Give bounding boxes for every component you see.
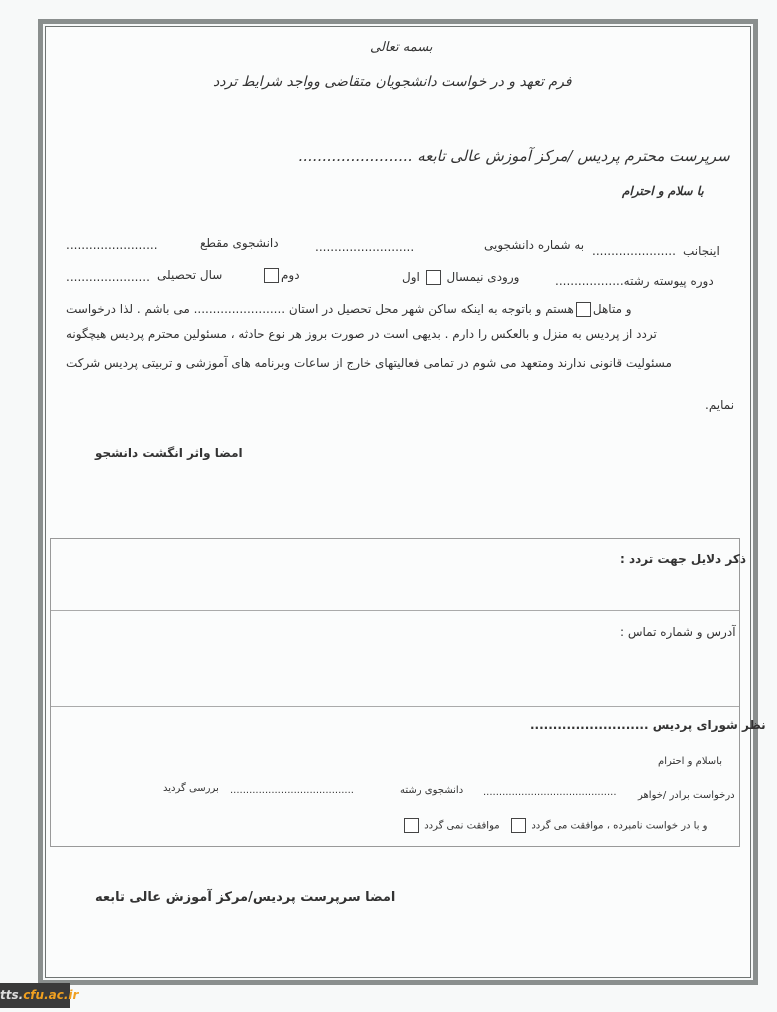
paragraph-line-3 [66, 302, 632, 317]
site-watermark-logo [0, 983, 79, 1008]
checkbox-rejected[interactable] [404, 818, 419, 833]
student-signature-label: امضا واثر انگشت دانشجو [95, 446, 243, 460]
paragraph-line-4: تردد از پردیس به منزل و بالعکس را دارم . بدیهی است در صورت بروز هر نوع حادثه ، مسئولین محترم پردیس هیچگونه [66, 327, 657, 341]
watermark-prefix: tts. [0, 988, 24, 1002]
label-semester: ورودی نیمسال [446, 270, 520, 284]
council-title: نظر شورای پردیس .......................... [530, 718, 766, 732]
degree-field[interactable]: ........................ [66, 238, 158, 252]
greeting: با سلام و احترام [622, 184, 704, 198]
label-married: و متاهل [592, 302, 632, 316]
request-name-field[interactable]: .......................................... [483, 787, 617, 798]
label-i: اینجانب [683, 244, 720, 258]
checkbox-first-semester[interactable] [426, 270, 441, 285]
major-field[interactable]: ....................................... [230, 785, 354, 796]
council-box [50, 538, 740, 847]
checkbox-second-semester[interactable] [264, 268, 279, 283]
paragraph-line-6: نمایم. [705, 398, 735, 412]
label-second: دوم [281, 268, 300, 282]
invocation: بسمه تعالی [370, 40, 433, 55]
director-signature-label: امضا سرپرست پردیس/مرکز آموزش عالی تابعه [95, 890, 396, 905]
watermark-domain: cfu.ac.ir [23, 988, 79, 1002]
label-reviewed: بررسی گردید [163, 783, 219, 794]
label-first: اول [402, 270, 420, 284]
label-major: دانشجوی رشته [400, 785, 464, 796]
addressee: سرپرست محترم پردیس /مرکز آموزش عالی تابعه ........................ [298, 147, 730, 165]
label-approved: و با در خواست نامبرده ، موافقت می گردد [531, 820, 708, 832]
semester-row [402, 270, 519, 285]
reasons-label: ذکر دلایل جهت تردد : [620, 552, 746, 566]
checkbox-approved[interactable] [511, 818, 526, 833]
label-request: درخواست برادر /خواهر [638, 790, 735, 801]
form-title: فرم تعهد و در خواست دانشجویان متقاضی وواجد شرایط تردد [213, 74, 572, 90]
council-greeting: باسلام و احترام [658, 756, 723, 767]
address-label: آدرس و شماره تماس : [620, 625, 736, 639]
student-no-field[interactable]: .......................... [315, 240, 415, 254]
divider [51, 706, 739, 707]
line-3-text: هستم و باتوجه به اینکه ساکن شهر محل تحصیل در استان ........................ می باشم . لذا درخواست [66, 302, 574, 316]
label-rejected: موافقت نمی گردد [424, 820, 500, 832]
decision-row [402, 818, 708, 833]
label-degree: دانشجوی مقطع [200, 236, 279, 250]
divider [51, 610, 739, 611]
name-field[interactable]: ...................... [592, 244, 676, 258]
label-field-of-study: دوره پیوسته رشته.................. [555, 274, 714, 288]
label-student-no: به شماره دانشجویی [484, 238, 585, 252]
checkbox-married[interactable] [576, 302, 591, 317]
academic-year-field[interactable]: ...................... [66, 270, 150, 284]
label-academic-year: سال تحصیلی [157, 268, 223, 282]
second-row [262, 268, 300, 283]
paragraph-line-5: مسئولیت قانونی ندارند ومتعهد می شوم در تمامی فعالیتهای خارج از ساعات وبرنامه های آموزشی و تربیتی پردیس شرکت [66, 356, 672, 370]
